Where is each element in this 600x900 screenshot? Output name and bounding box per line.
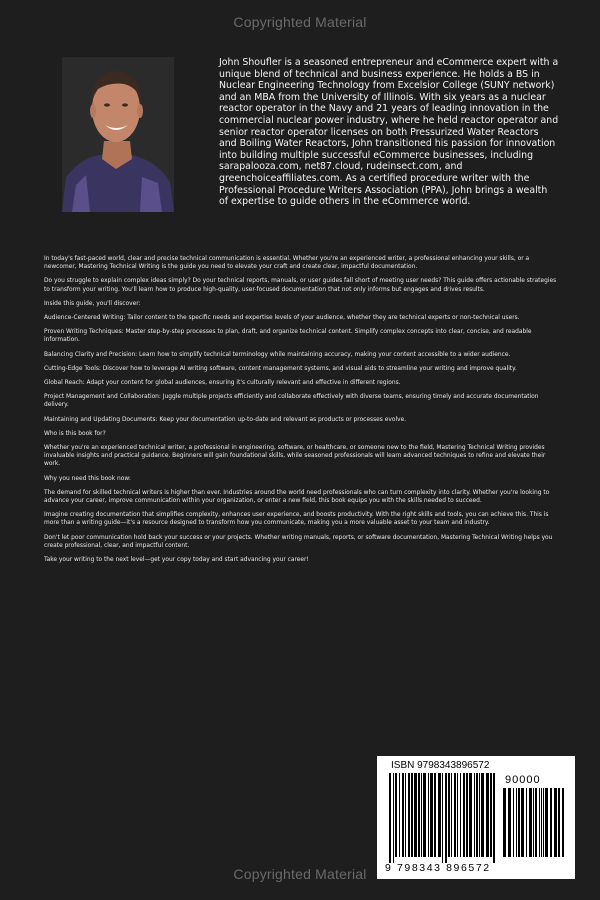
barcode-bars: [389, 773, 497, 863]
barcode-bar: [521, 788, 524, 857]
barcode-bar: [481, 773, 484, 857]
description-paragraph: Imagine creating documentation that simplifies complexity, enhances user experience, and boosts productivity. With the right skills and tools, you can achieve this. This is more than a writing guide—it's a resource designed to transform how you communicate, making you a more valuable asset to your team and industry.: [44, 512, 549, 527]
description-paragraph: Balancing Clarity and Precision: Learn how to simplify technical terminology while maintaining accuracy, making your content accessible to a wider audience.: [44, 351, 511, 358]
description-paragraph: Audience-Centered Writing: Tailor content to the specific needs and expertise levels of your audience, whether they are technical experts or non-technical users.: [44, 315, 520, 322]
barcode-bar: [562, 788, 564, 857]
barcode-bar: [428, 773, 429, 857]
barcode-bar: [466, 773, 468, 857]
description-paragraph: Project Management and Collaboration: Juggle multiple projects efficiently and collaborate effectively with diverse teams, ensuring timely and accurate documentation delivery.: [44, 394, 539, 409]
barcode-bar: [503, 788, 506, 857]
addon-barcode-bars: [503, 788, 565, 863]
author-bio: John Shoufler is a seasoned entrepreneur and eCommerce expert with a unique blend of technical and business experience. He holds a BS in Nuclear Engineering Technology from Excelsior College (SUNY network) and an MBA from the University of Illinois. With six years as a nuclear reactor operator in the Navy and 21 years of leading innovation in the commercial nuclear power industry, where he held reactor operator and senior reactor operator licenses on both Pressurized Water Reactors and Boiling Water Reactors, John transitioned his passion for innovation into building multiple successful eCommerce businesses, including sarapalooza.com, net87.cloud, rudeinsect.com, and greenchoiceaffiliates.com. As a certified procedure writer with the Professional Procedure Writers Association (PPA), John brings a wealth of expertise to guide others in the eCommerce world.: [219, 57, 559, 208]
isbn-barcode: [377, 756, 575, 879]
barcode-bar: [469, 773, 472, 857]
barcode-bar: [414, 773, 417, 857]
barcode-bar: [479, 773, 480, 857]
barcode-bar: [543, 788, 544, 857]
barcode-bar: [408, 773, 410, 857]
price-code: 90000: [505, 774, 541, 786]
barcode-bar: [457, 773, 458, 857]
description-paragraph: Don't let poor communication hold back your success or your projects. Whether writing manuals, reports, or software documentation, Mastering Technical Writing helps you create professional, clear, and impactful content.: [44, 534, 553, 549]
barcode-bar: [402, 773, 404, 857]
barcode-bar: [434, 773, 436, 857]
description-paragraph: In today's fast-paced world, clear and precise technical communication is essential. Whether you're an experienced writer, a professional enhancing your skills, or a newcomer, Mastering Technical Writing is the guide you need to elevate your craft and create clear, impactful documentation.: [44, 256, 530, 271]
barcode-bar: [454, 773, 456, 857]
isbn-digits: 9 798343 896572: [385, 862, 491, 874]
barcode-bar: [448, 773, 450, 857]
barcode-bar: [405, 773, 406, 857]
description-paragraph: Do you struggle to explain complex ideas simply? Do your technical reports, manuals, or user guides fall short of meeting user needs? This guide offers actionable strategies to transform your writing. You'll learn how to produce high-quality, user-focused documentation that not only informs but engages and drives results.: [44, 278, 557, 293]
barcode-bar: [518, 788, 520, 857]
barcode-bar: [445, 773, 447, 863]
barcode-bar: [526, 788, 527, 857]
barcode-bar: [463, 773, 465, 857]
description-paragraph: Inside this guide, you'll discover:: [44, 300, 141, 307]
description-paragraph: Whether you're an experienced technical writer, a professional in engineering, software, or healthcare, or someone new to the field, Mastering Technical Writing provides invaluable insights and practical guidance. Beginners will gain foundational skills, while seasoned professionals will learn advanced techniques to refine and elevate their work.: [44, 445, 546, 468]
barcode-bar: [442, 773, 443, 863]
barcode-bar: [411, 773, 413, 857]
barcode-bar: [513, 788, 514, 857]
barcode-bar: [550, 788, 552, 857]
barcode-bar: [395, 773, 397, 857]
description-paragraph: Proven Writing Techniques: Master step-by-step processes to plan, draft, and organize technical content. Simplify complex concepts into clear, concise, and readable information.: [44, 329, 532, 344]
barcode-bar: [423, 773, 426, 857]
author-photo: [62, 57, 174, 212]
description-paragraph: Maintaining and Updating Documents: Keep your documentation up-to-date and relevant as products or processes evolve.: [44, 416, 407, 423]
barcode-bar: [460, 773, 461, 857]
description-paragraph: Global Reach: Adapt your content for global audiences, ensuring it's culturally relevant and effective in different regions.: [44, 380, 401, 387]
description-heading: Who is this book for?: [44, 430, 106, 437]
barcode-bar: [430, 773, 433, 857]
book-description: [44, 255, 560, 570]
watermark-top: Copyrighted Material: [233, 14, 367, 30]
barcode-bar: [508, 788, 511, 857]
barcode-bar: [399, 773, 400, 857]
barcode-bar: [474, 773, 475, 857]
barcode-bar: [533, 788, 534, 857]
description-paragraph: Take your writing to the next level—get your copy today and start advancing your career!: [44, 557, 309, 564]
barcode-bar: [539, 788, 540, 857]
barcode-bar: [418, 773, 420, 857]
barcode-bar: [486, 773, 489, 857]
description-paragraph: Cutting-Edge Tools: Discover how to leverage AI writing software, content management systems, and visual aids to streamline your writing and improve quality.: [44, 365, 517, 372]
description-paragraph: The demand for skilled technical writers is higher than ever. Industries around the world need professionals who can turn complexity into clarity. Whether you're looking to advance your career, improve communication within your organization, or enter a new field, this book equips you with the skills needed to succeed.: [44, 489, 550, 505]
barcode-bar: [389, 773, 391, 863]
watermark-bottom: Copyrighted Material: [233, 866, 367, 882]
barcode-bar: [451, 773, 452, 857]
barcode-bar: [541, 788, 542, 857]
barcode-bar: [490, 773, 492, 857]
barcode-bar: [545, 788, 548, 857]
barcode-bar: [393, 773, 394, 863]
isbn-label: ISBN 9798343896572: [391, 760, 490, 771]
barcode-bar: [493, 773, 495, 863]
description-heading: Why you need this book now:: [44, 475, 131, 482]
barcode-bar: [476, 773, 478, 857]
barcode-bar: [529, 788, 532, 857]
barcode-bar: [535, 788, 537, 857]
barcode-bar: [554, 788, 557, 857]
barcode-bar: [516, 788, 517, 857]
barcode-bar: [421, 773, 422, 857]
barcode-bar: [558, 788, 560, 857]
barcode-bar: [438, 773, 441, 857]
